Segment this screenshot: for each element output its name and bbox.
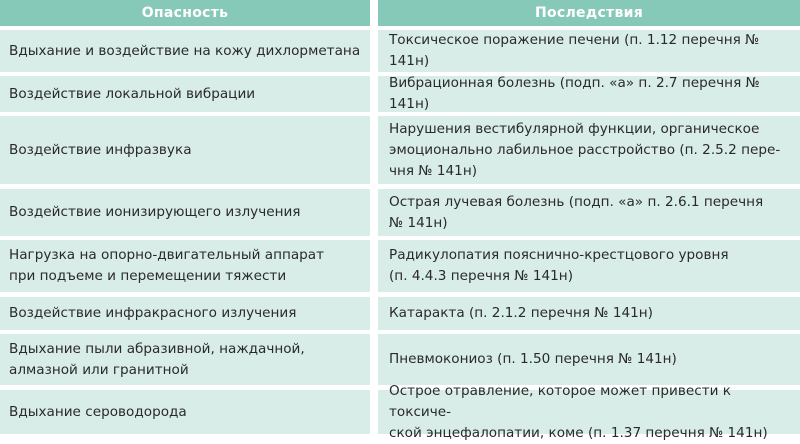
consequence-cell: Острое отравление, которое может привести к токсиче- ской энцефалопатии, коме (п. 1.37 перечня № 141н) xyxy=(378,390,800,434)
hazard-cell: Воздействие локальной вибрации xyxy=(0,76,370,112)
consequence-cell: Нарушения вестибулярной функции, органическое эмоционально лабильное расстройство (п. 2.5.2 пере- чня № 141н) xyxy=(378,116,800,184)
hazard-cell: Воздействие инфракрасного излучения xyxy=(0,297,370,330)
consequence-cell: Радикулопатия пояснично-крестцового уровня (п. 4.4.3 перечня № 141н) xyxy=(378,240,800,292)
consequence-cell: Токсическое поражение печени (п. 1.12 перечня № 141н) xyxy=(378,30,800,72)
consequence-cell: Пневмокониоз (п. 1.50 перечня № 141н) xyxy=(378,334,800,385)
hazard-cell: Вдыхание пыли абразивной, наждачной, алмазной или гранитной xyxy=(0,334,370,385)
hazard-cell: Вдыхание сероводорода xyxy=(0,390,370,434)
header-consequences: Последствия xyxy=(378,0,800,26)
header-hazard: Опасность xyxy=(0,0,370,26)
consequence-cell: Катаракта (п. 2.1.2 перечня № 141н) xyxy=(378,297,800,330)
hazard-cell: Вдыхание и воздействие на кожу дихлорметана xyxy=(0,30,370,72)
consequence-cell: Острая лучевая болезнь (подп. «а» п. 2.6.1 перечня № 141н) xyxy=(378,189,800,236)
hazard-cell: Нагрузка на опорно-двигательный аппарат при подъеме и перемещении тяжести xyxy=(0,240,370,292)
hazard-cell: Воздействие инфразвука xyxy=(0,116,370,184)
hazard-column xyxy=(0,0,370,434)
consequence-column xyxy=(378,0,800,441)
hazard-cell: Воздействие ионизирующего излучения xyxy=(0,189,370,236)
consequence-cell: Вибрационная болезнь (подп. «а» п. 2.7 перечня № 141н) xyxy=(378,76,800,112)
